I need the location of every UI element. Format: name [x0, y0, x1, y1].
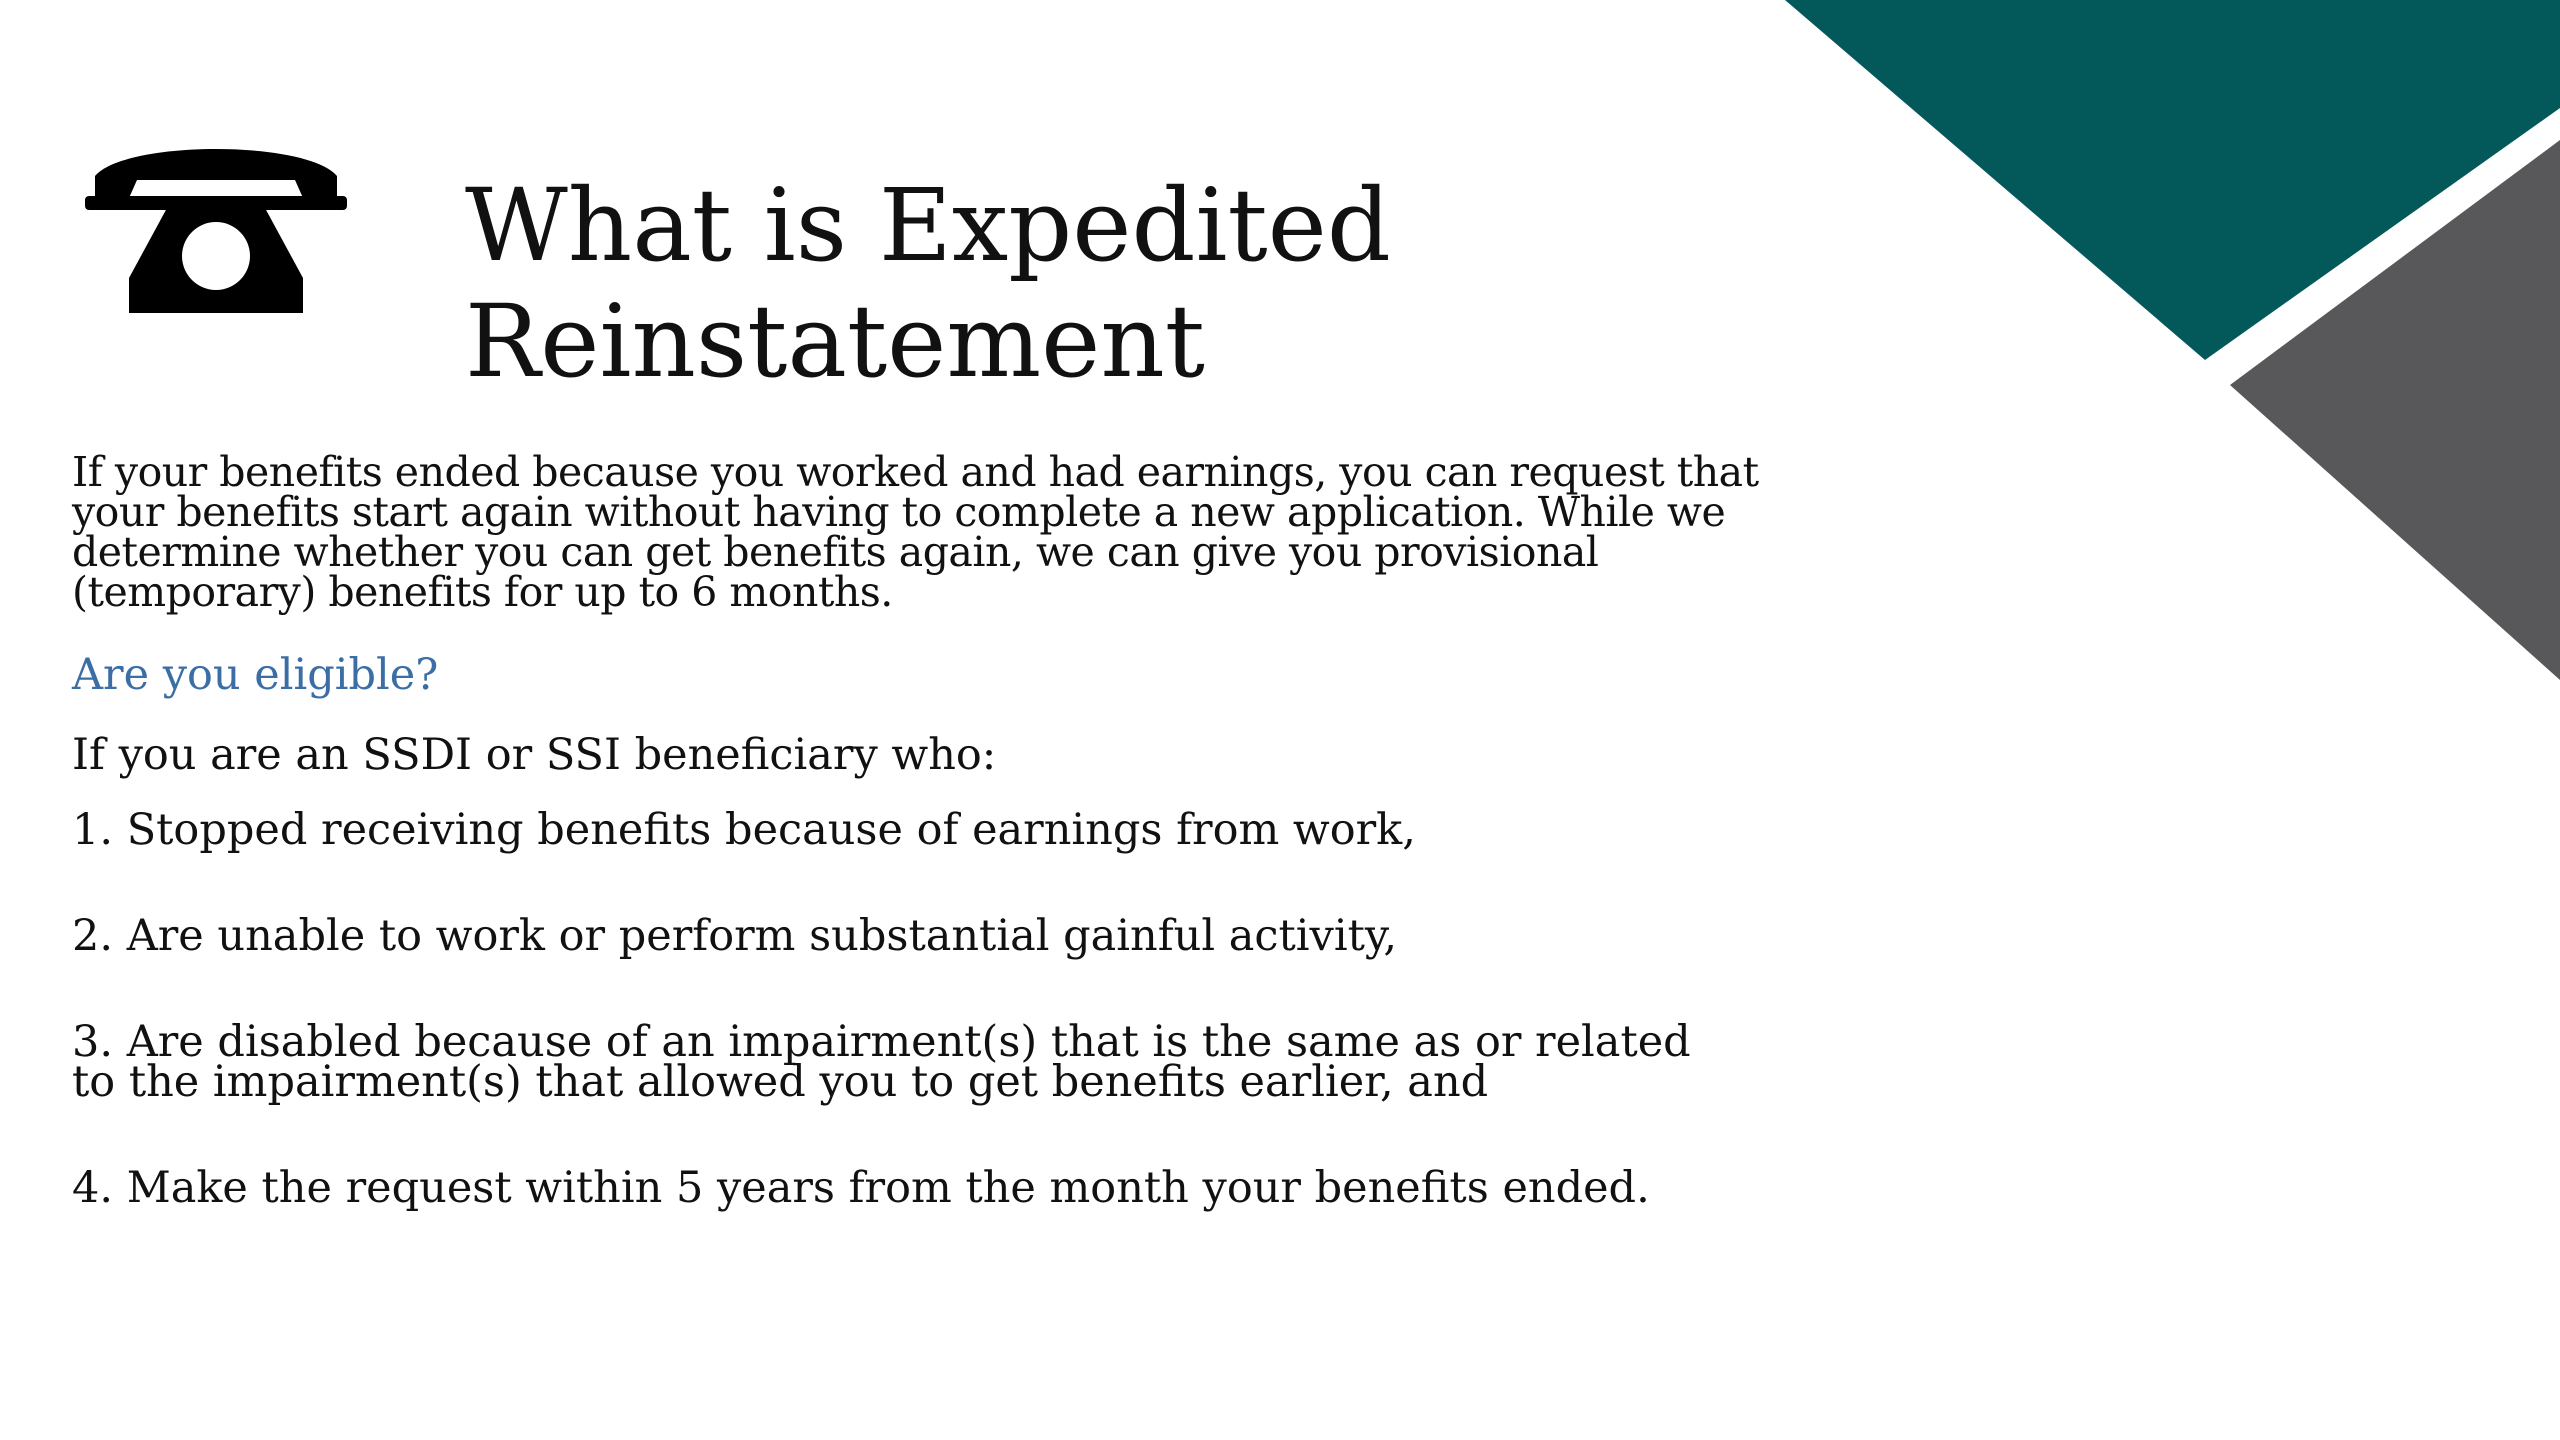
- criteria-item-4: [72, 1163, 1792, 1213]
- eligibility-lead: If you are an SSDI or SSI beneficiary who:: [72, 730, 997, 780]
- criteria-line: 4. Make the request within 5 years from the month your benefits ended.: [72, 1163, 1650, 1213]
- criteria-item-3: [72, 1017, 1792, 1107]
- intro-line: your benefits start again without having to complete a new application. While we: [72, 488, 1726, 536]
- intro-paragraph: [72, 448, 1792, 616]
- telephone-icon: [85, 138, 347, 313]
- criteria-item-2: [72, 911, 1792, 961]
- criteria-item-1: [72, 805, 1792, 855]
- intro-line: (temporary) benefits for up to 6 months.: [72, 568, 893, 616]
- eligibility-heading: Are you eligible?: [72, 650, 439, 700]
- criteria-line: 2. Are unable to work or perform substantial gainful activity,: [72, 911, 1398, 961]
- title-line: What is Expedited: [465, 167, 1391, 284]
- page-title: [465, 168, 1765, 400]
- eligibility-criteria-list: [72, 805, 1792, 1213]
- criteria-line: to the impairment(s) that allowed you to get benefits earlier, and: [72, 1057, 1489, 1107]
- criteria-line: 3. Are disabled because of an impairment(s) that is the same as or related: [72, 1017, 1691, 1067]
- slide-body: [72, 448, 1792, 1274]
- intro-line: If your benefits ended because you worked and had earnings, you can request that: [72, 448, 1759, 496]
- title-line: Reinstatement: [465, 283, 1205, 400]
- criteria-line: 1. Stopped receiving benefits because of earnings from work,: [72, 805, 1416, 855]
- intro-line: determine whether you can get benefits again, we can give you provisional: [72, 528, 1599, 576]
